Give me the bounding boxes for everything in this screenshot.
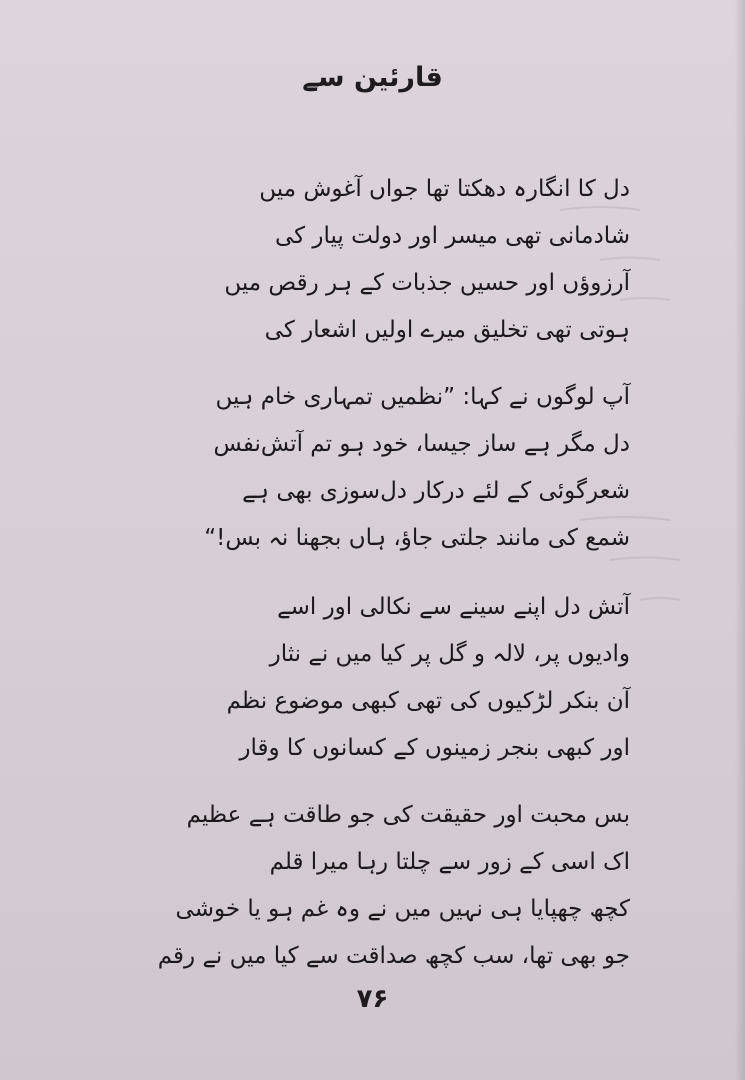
verse-line: شادمانی تھی میسر اور دولت پیار کی [274,223,630,249]
stanza-2 [130,374,630,562]
verse-line: کچھ چھپایا ہی نہیں میں نے وہ غم ہو یا خوشی [175,896,630,922]
verse-line: آپ لوگوں نے کہا: ”نظمیں تمہاری خام ہیں [215,384,630,410]
verse-line: اک اسی کے زور سے چلتا رہا میرا قلم [269,849,630,875]
page-edge-shadow [735,0,745,1080]
verse-line: جو بھی تھا، سب کچھ صداقت سے کیا میں نے رقم [157,943,630,969]
stanza-3 [130,584,630,772]
verse-line: آرزوؤں اور حسیں جذبات کے ہر رقص میں [224,270,630,296]
verse-line: ہوتی تھی تخلیق میرے اولیں اشعار کی [264,317,630,343]
poem-title: قارئین سے [302,62,443,93]
verse-line: بس محبت اور حقیقت کی جو طاقت ہے عظیم [186,802,630,828]
verse-line: آتش دل اپنے سینے سے نکالی اور اسے [277,594,630,620]
verse-line: شمع کی مانند جلتی جاؤ، ہاں بجھنا نہ بس!“ [204,525,630,551]
page-number: ۷۶ [356,984,389,1014]
verse-line: اور کبھی بنجر زمینوں کے کسانوں کا وقار [239,735,630,761]
verse-line: شعرگوئی کے لئے درکار دل‌سوزی بھی ہے [242,478,630,504]
stanza-4 [130,792,630,980]
verse-line: آن بنکر لڑکیوں کی تھی کبھی موضوع نظم [226,688,630,714]
verse-line: دل مگر ہے ساز جیسا، خود ہو تم آتش‌نفس [213,431,630,457]
stanza-1 [130,166,630,354]
verse-line: دل کا انگارہ دھکتا تھا جواں آغوش میں [259,176,630,202]
verse-line: وادیوں پر، لالہ و گل پر کیا میں نے نثار [269,641,630,667]
